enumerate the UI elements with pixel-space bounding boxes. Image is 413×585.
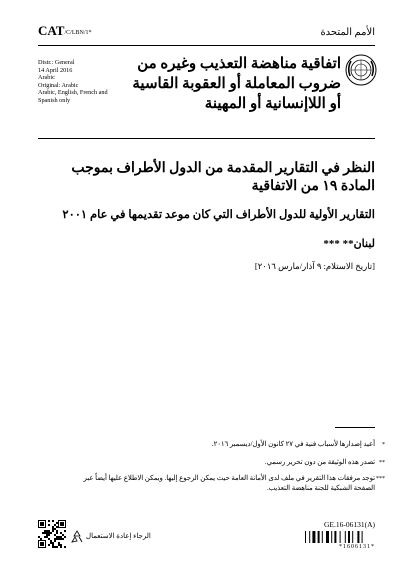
footnote-text: تصدر هذه الوثيقة من دون تحرير رسمي.: [264, 459, 375, 466]
header-rule: [38, 45, 375, 46]
footnote-mark: *: [382, 442, 385, 448]
date-received: [تاريخ الاستلام: ٩ آذار/مارس ٢٠١٦]: [254, 261, 375, 271]
footnote-text: أعيد إصدارها لأسباب فنية في ٢٧ كانون الأول/ديسمبر ٢٠١٦.: [211, 441, 375, 448]
footnote-rule: [335, 427, 375, 428]
meta-line: Arabic, English, French and: [38, 89, 108, 96]
main-heading: [55, 160, 375, 196]
recycle-icon: [70, 530, 84, 544]
sub-heading: التقارير الأولية للدول الأطراف التي كان موعد تقديمها في عام ٢٠٠١: [62, 209, 375, 221]
main-heading-line: النظر في التقارير المقدمة من الدول الأطراف بموجب: [71, 161, 375, 176]
footnote: [75, 458, 385, 468]
main-heading-line: المادة ١٩ من الاتفاقية: [251, 179, 375, 194]
title-rule: [38, 138, 375, 139]
footnote-mark: **: [379, 460, 385, 466]
country-heading: لبنان** ***: [323, 238, 375, 250]
footnote-mark: ***: [376, 476, 385, 482]
barcode-icon: [305, 531, 375, 543]
convention-title-line: ضروب المعاملة أو العقوبة القاسية: [132, 76, 341, 92]
document-symbol: CAT/C/LBN/1*: [38, 23, 92, 38]
meta-line: Arabic: [38, 74, 55, 81]
recycle-text: الرجاء إعادة الاستعمال: [86, 532, 151, 540]
document-number: GE.16-06131(A): [323, 520, 375, 529]
barcode-number: *1606131*: [339, 544, 375, 550]
convention-title-line: اتفاقية مناهضة التعذيب وغيره من: [137, 56, 341, 72]
meta-line: Spanish only: [38, 96, 71, 104]
convention-title-line: أو اللاإنسانية أو المهينة: [204, 96, 341, 112]
meta-line: Distr.: General: [38, 59, 75, 66]
meta-line: Original: Arabic: [38, 81, 79, 89]
footnote-text: توجد مرفقات هذا التقرير في ملف لدى الأمانة العامة حيث يمكن الرجوع إليها. ويمكن الاطلاع عليها أيضاً عبر الصفحة الشبكية للجنة مناهضة التعذيب.: [83, 475, 375, 492]
qr-code-icon: [38, 520, 66, 548]
meta-line: 14 April 2016: [38, 66, 73, 74]
un-emblem-icon: [345, 54, 377, 86]
united-nations-arabic: الأمم المتحدة: [320, 27, 375, 38]
footnote: [75, 440, 385, 450]
footnote: [75, 474, 385, 494]
convention-title: [121, 54, 341, 114]
distribution-info: [38, 59, 128, 104]
